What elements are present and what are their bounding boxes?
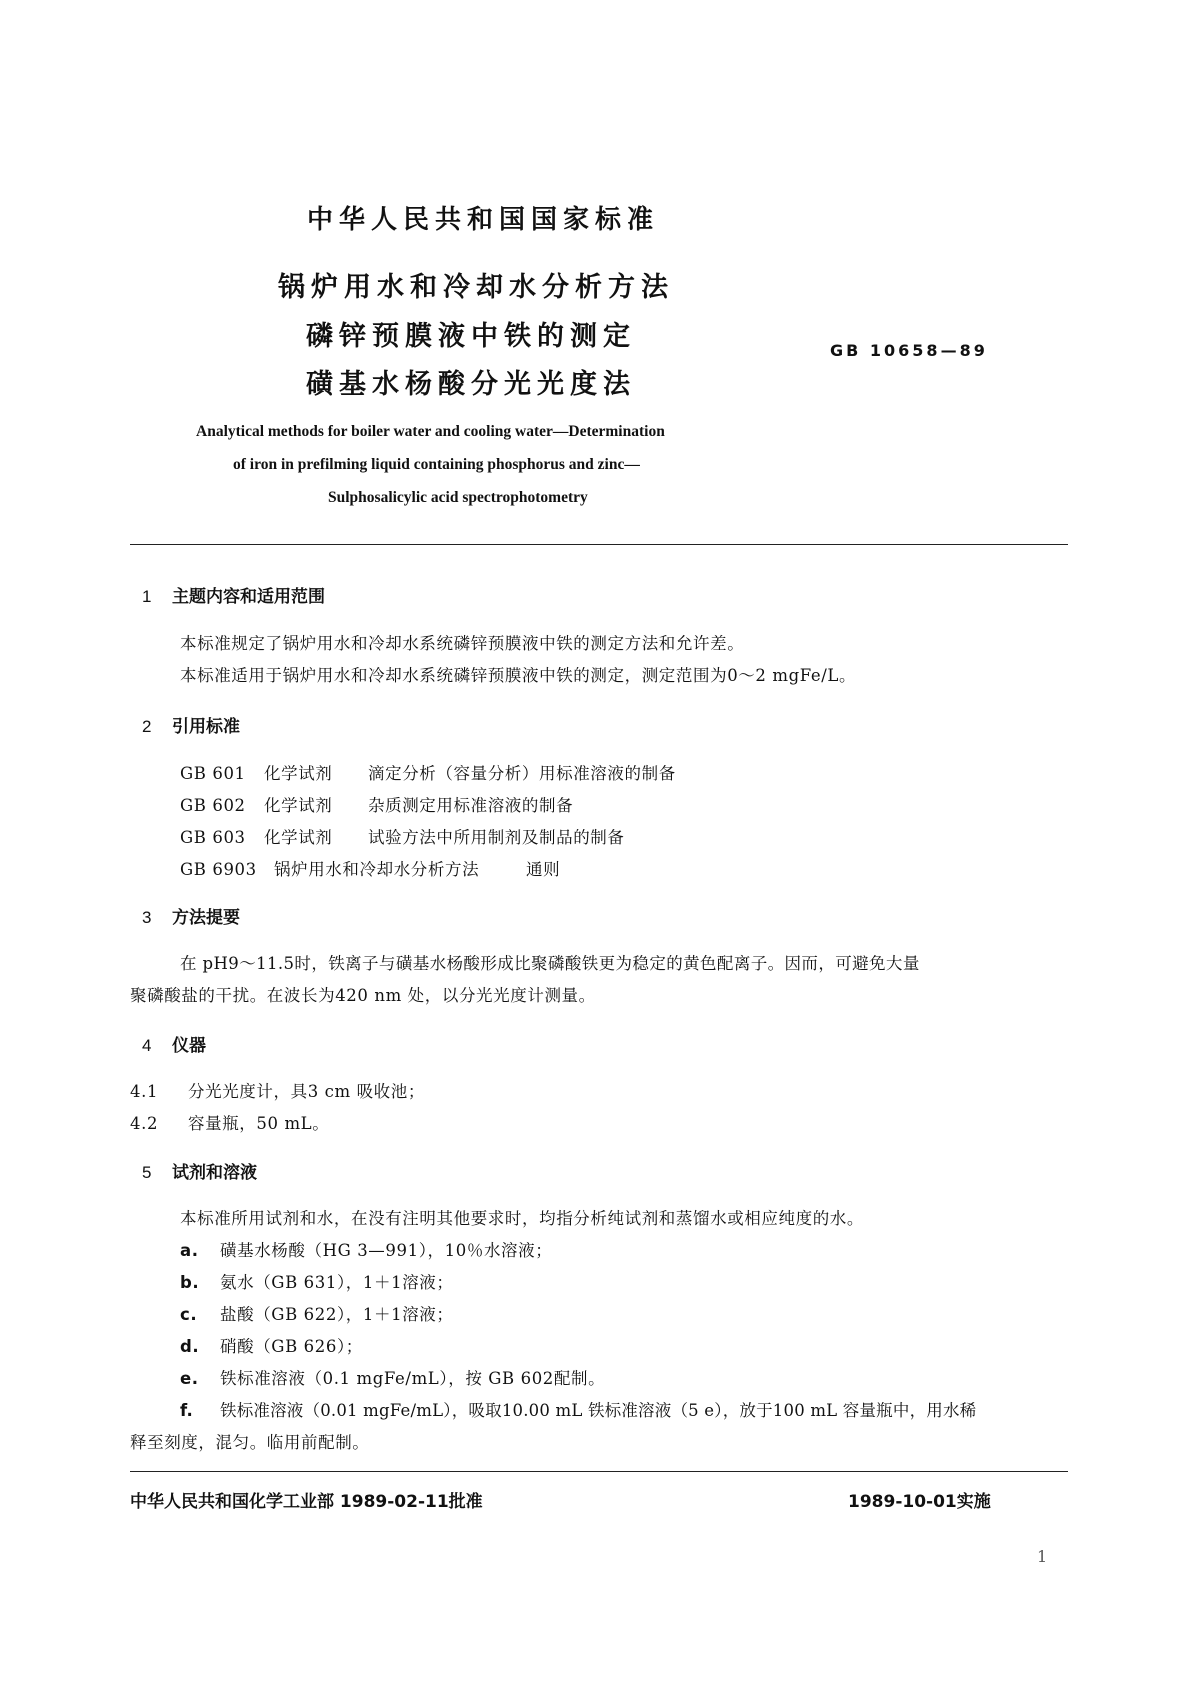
item-number: 4.2 — [130, 1114, 159, 1133]
paragraph-continuation: 聚磷酸盐的干扰。在波长为420 nm 处，以分光光度计测量。 — [130, 986, 596, 1005]
reference-title: 通则 — [526, 860, 561, 879]
item-label: c. — [180, 1305, 198, 1324]
item-text: 盐酸（GB 622），1＋1溶液； — [220, 1305, 454, 1324]
reagent-item — [180, 1333, 363, 1357]
header-divider — [130, 544, 1068, 545]
item-text: 氨水（GB 631），1＋1溶液； — [220, 1273, 454, 1292]
reference-row — [180, 792, 573, 816]
section-number: 4 — [142, 1036, 152, 1055]
paragraph: 在 pH9～11.5时，铁离子与磺基水杨酸形成比聚磷酸铁更为稳定的黄色配离子。因而，可避免大量 — [180, 954, 920, 973]
item-text: 容量瓶，50 mL。 — [188, 1114, 330, 1133]
paragraph: 本标准所用试剂和水，在没有注明其他要求时，均指分析纯试剂和蒸馏水或相应纯度的水。 — [180, 1209, 864, 1228]
item-label: d. — [180, 1337, 200, 1356]
page-number: 1 — [1037, 1547, 1048, 1566]
section-4-heading — [142, 1031, 206, 1056]
reference-row — [180, 856, 560, 880]
approval-statement: 中华人民共和国化学工业部 1989-02-11批准 — [130, 1492, 483, 1512]
section-1-heading — [142, 582, 325, 607]
reference-row — [180, 824, 625, 848]
section-number: 1 — [142, 587, 152, 606]
reference-category: 化学试剂 — [264, 764, 333, 783]
section-title: 引用标准 — [172, 717, 240, 737]
country-standard-heading: 中华人民共和国国家标准 — [307, 205, 660, 235]
paragraph: 本标准适用于锅炉用水和冷却水系统磷锌预膜液中铁的测定，测定范围为0～2 mgFe/L。 — [180, 666, 857, 685]
item-text: 铁标准溶液（0.1 mgFe/mL），按 GB 602配制。 — [220, 1369, 606, 1388]
reagent-item — [180, 1237, 552, 1261]
document-title-line-1: 锅炉用水和冷却水分析方法 — [278, 272, 674, 303]
section-title: 仪器 — [172, 1036, 206, 1056]
english-title-line-1: Analytical methods for boiler water and cooling water—Determination — [196, 423, 665, 440]
reference-code: GB 602 — [180, 796, 246, 815]
section-5-heading — [142, 1158, 257, 1183]
paragraph: 本标准规定了锅炉用水和冷却水系统磷锌预膜液中铁的测定方法和允许差。 — [180, 634, 745, 653]
item-label: e. — [180, 1369, 199, 1388]
item-text: 磺基水杨酸（HG 3—991），10％水溶液； — [220, 1241, 553, 1260]
reference-code: GB 603 — [180, 828, 246, 847]
item-text: 硝酸（GB 626）； — [220, 1337, 363, 1356]
section-title: 试剂和溶液 — [172, 1163, 257, 1183]
item-text: 分光光度计，具3 cm 吸收池； — [188, 1082, 425, 1101]
english-title-line-3: Sulphosalicylic acid spectrophotometry — [328, 489, 588, 506]
reference-title: 杂质测定用标准溶液的制备 — [368, 796, 574, 815]
item-label: a. — [180, 1241, 199, 1260]
item-label: f. — [180, 1401, 193, 1420]
section-title: 方法提要 — [172, 908, 240, 928]
english-title-line-2: of iron in prefilming liquid containing phosphorus and zinc— — [233, 456, 640, 473]
reference-code: GB 6903 — [180, 860, 257, 879]
implementation-date: 1989-10-01实施 — [848, 1492, 991, 1512]
document-title-line-3: 磺基水杨酸分光光度法 — [306, 369, 636, 400]
section-2-heading — [142, 712, 240, 737]
reference-title: 试验方法中所用制剂及制品的制备 — [368, 828, 625, 847]
reagent-item — [180, 1301, 454, 1325]
document-title-line-2: 磷锌预膜液中铁的测定 — [306, 321, 636, 352]
instrument-item — [130, 1078, 425, 1102]
section-number: 5 — [142, 1163, 152, 1182]
section-3-heading — [142, 903, 240, 928]
instrument-item — [130, 1110, 329, 1134]
section-title: 主题内容和适用范围 — [172, 587, 325, 607]
reagent-item-continuation: 释至刻度，混匀。临用前配制。 — [130, 1433, 370, 1452]
reagent-item — [180, 1269, 454, 1293]
item-number: 4.1 — [130, 1082, 159, 1101]
reagent-item — [180, 1365, 605, 1389]
section-number: 2 — [142, 717, 152, 736]
section-number: 3 — [142, 908, 152, 927]
reference-row — [180, 760, 676, 784]
reference-category: 化学试剂 — [264, 828, 333, 847]
reference-title: 滴定分析（容量分析）用标准溶液的制备 — [368, 764, 676, 783]
reference-category: 化学试剂 — [264, 796, 333, 815]
reference-code: GB 601 — [180, 764, 246, 783]
reference-category: 锅炉用水和冷却水分析方法 — [274, 860, 480, 879]
item-label: b. — [180, 1273, 200, 1292]
standard-number: GB 10658—89 — [830, 341, 988, 360]
reagent-item — [180, 1397, 976, 1421]
item-text: 铁标准溶液（0.01 mgFe/mL），吸取10.00 mL 铁标准溶液（5 e），放于100 mL 容量瓶中，用水稀 — [220, 1401, 977, 1420]
footer-divider — [130, 1471, 1068, 1472]
